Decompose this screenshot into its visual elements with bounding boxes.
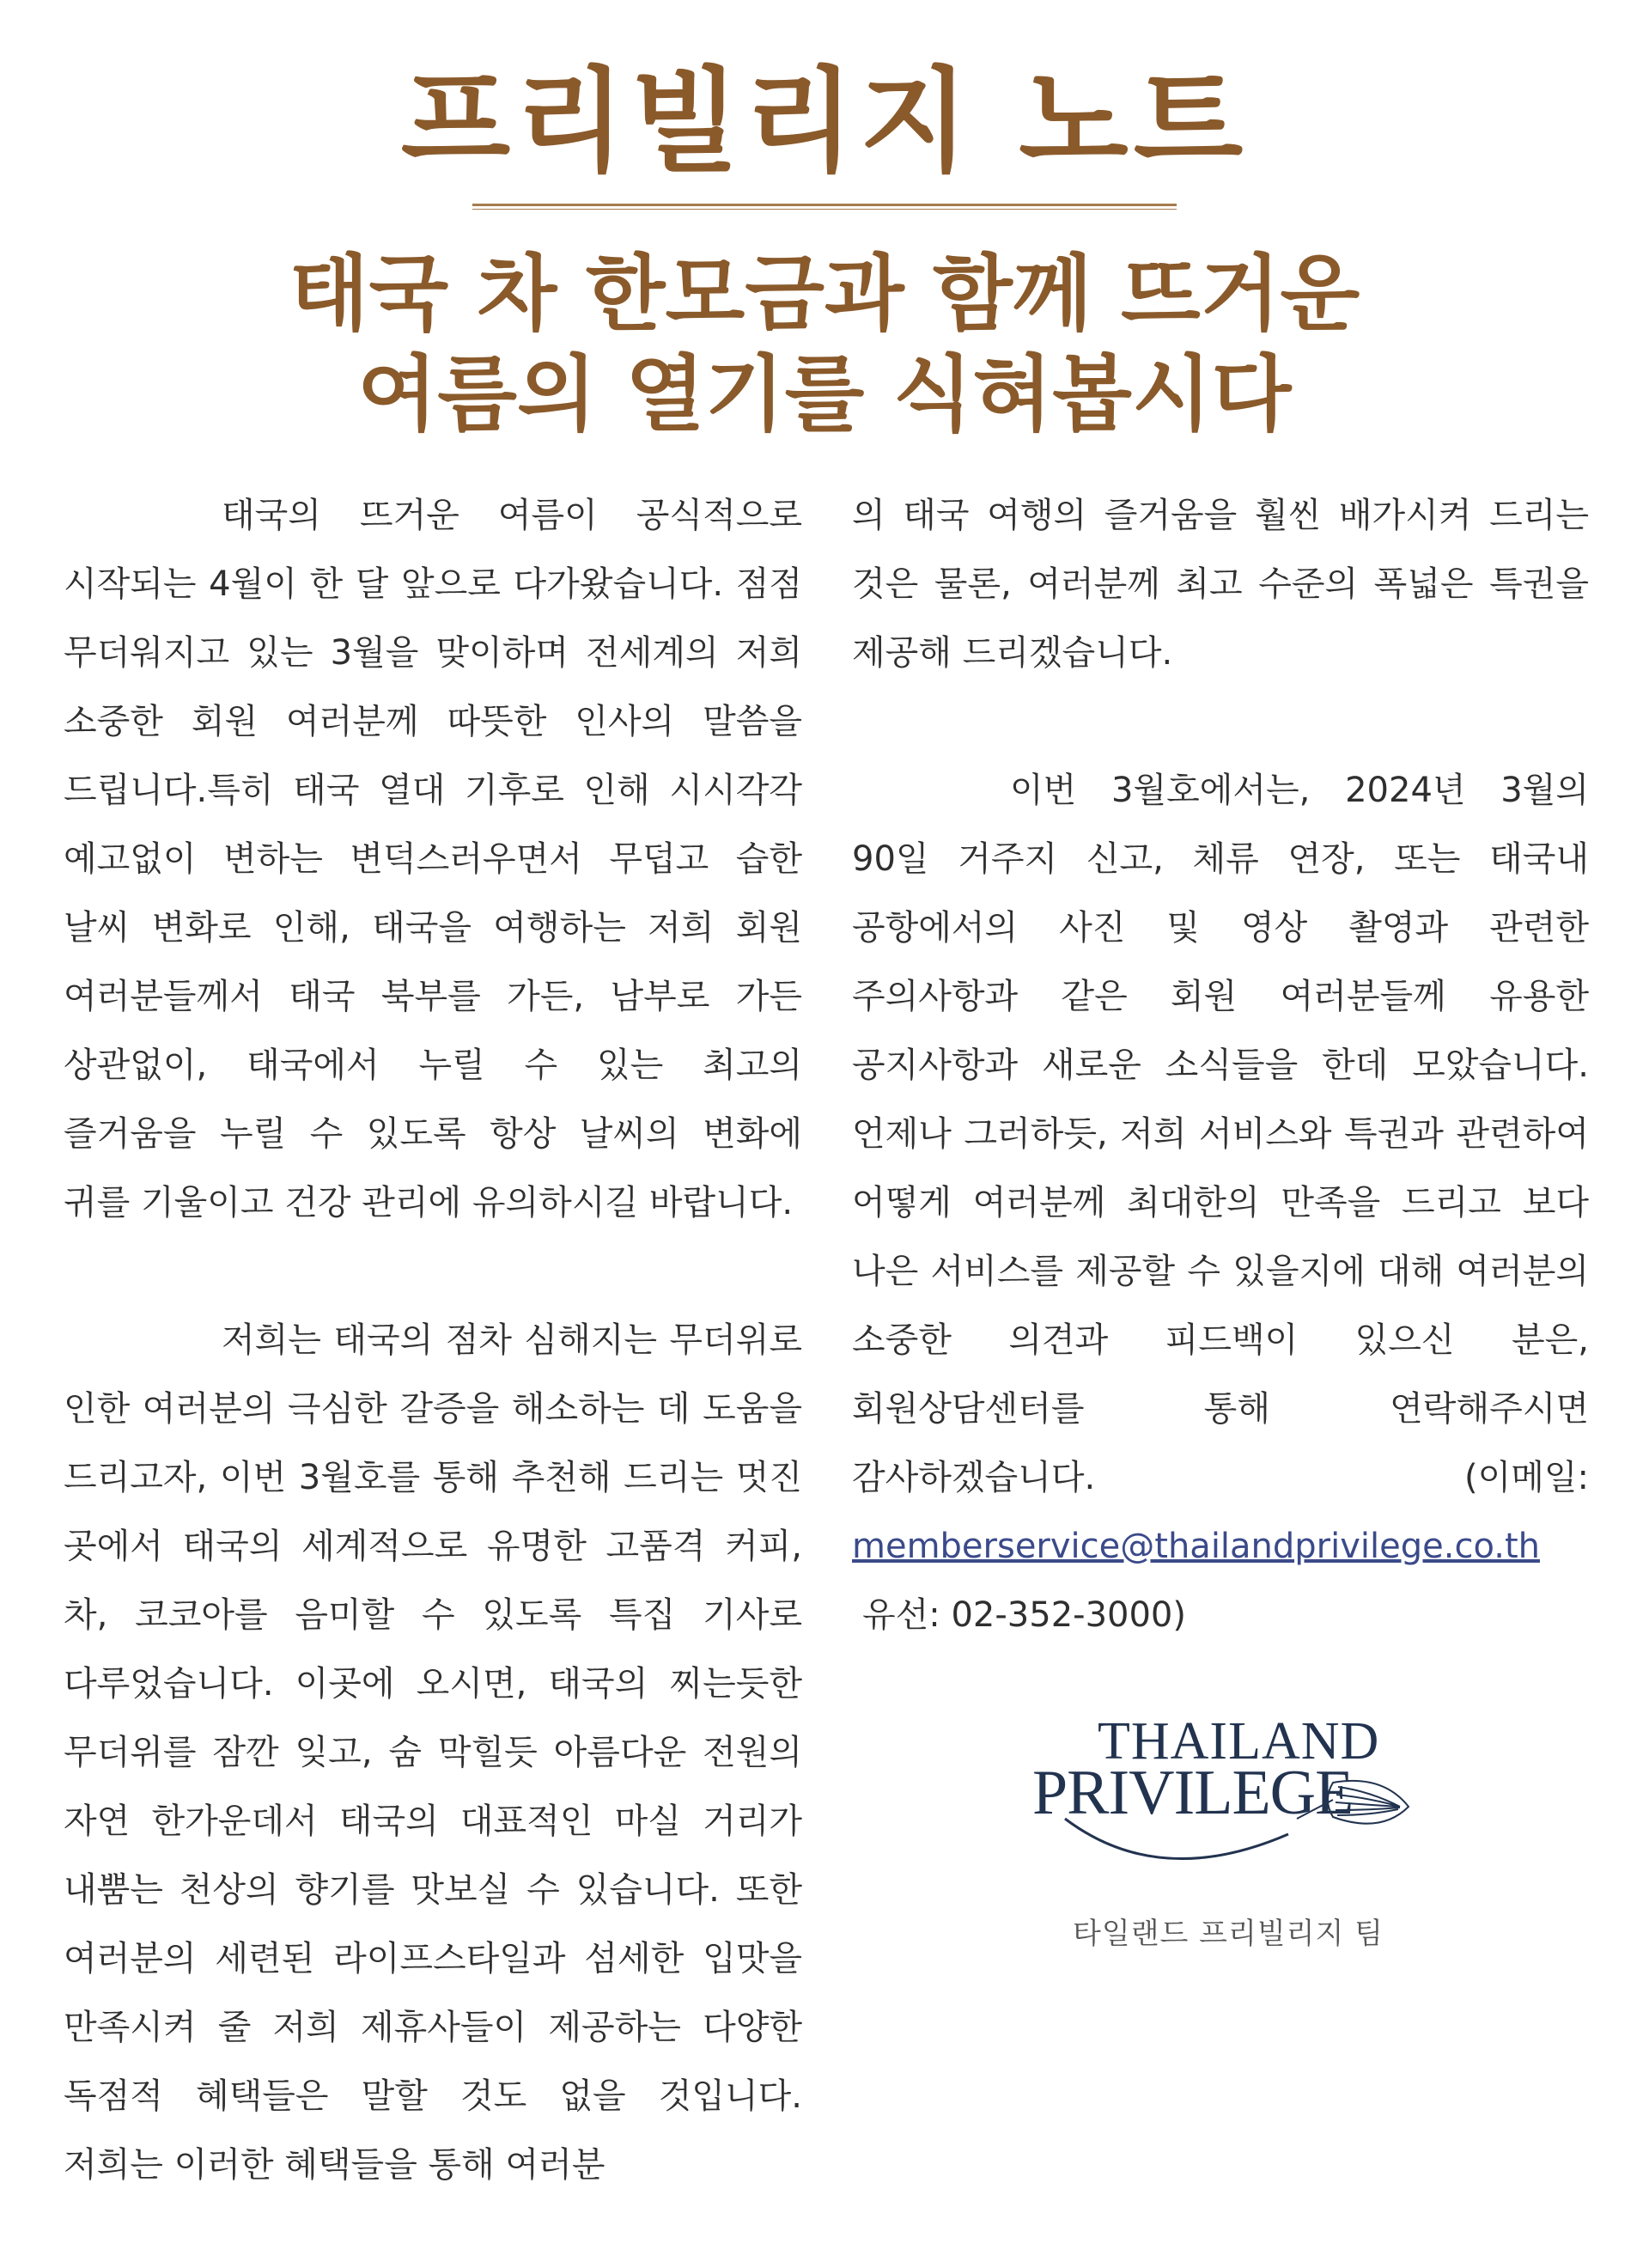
signature-block: [1022, 1705, 1434, 1952]
headline-line-2: 여름의 열기를 식혀봅시다: [357, 346, 1292, 443]
team-signature: 타일랜드 프리빌리지 팀: [1072, 1917, 1384, 1951]
masthead: [0, 56, 1649, 445]
paragraph-beverages: 저희는 태국의 점차 심해지는 무더위로 인한 여러분의 극심한 갈증을 해소하는 데 도움을 드리고자, 이번 3월호를 통해 추천해 드리는 멋진 곳에서 태국의 세계적으로 유명한 고품격 커피, 차, 코코아를 음미할 수 있도록 특집 기사로 다루었습니다. 이곳에 오시면, 태국의 찌는듯한 무더위를 잠깐 잊고, 숨 막힐듯 아름다운 전원의 자연 한가운데서 태국의 대표적인 마실 거리가 내뿜는 천상의 향기를 맛보실 수 있습니다. 또한 여러분의 세련된 라이프스타일과 섬세한 입맛을 만족시켜 줄 저희 제휴사들이 제공하는 다양한 독점적 혜택들은 말할 것도 없을 것입니다. 저희는 이러한 혜택들을 통해 여러분: [64, 1320, 802, 2185]
article-column-right: [852, 481, 1589, 1718]
paragraph-beverages-continued: 의 태국 여행의 즐거움을 훨씬 배가시켜 드리는 것은 물론, 여러분께 최고 수준의 폭넓은 특권을 제공해 드리겠습니다.: [852, 496, 1589, 673]
thailand-privilege-logo: [1031, 1705, 1426, 1877]
headline-line-1: 태국 차 한모금과 함께 뜨거운: [289, 246, 1360, 343]
paragraph-notices: [852, 756, 1589, 1649]
member-service-email-link[interactable]: memberservice@thailandprivilege.co.th: [852, 1527, 1540, 1566]
notices-text: 이번 3월호에서는, 2024년 3월의 90일 거주지 신고, 체류 연장, 또는 태국내 공항에서의 사진 및 영상 촬영과 관련한 주의사항과 같은 회원 여러분들께 유용한 공지사항과 새로운 소식들을 한데 모았습니다. 언제나 그러하듯, 저희 서비스와 특권과 관련하여 어떻게 여러분께 최대한의 만족을 드리고 보다 나은 서비스를 제공할 수 있을지에 대해 여러분의 소중한 의견과 피드백이 있으신 분은, 회원상담센터를 통해 연락해주시면 감사하겠습니다. (이메일:: [852, 771, 1589, 1497]
logo-wordmark-line-2: PRIVILEGE: [1032, 1758, 1354, 1828]
phone-contact: 유선: 02-352-3000): [862, 1595, 1186, 1635]
logo-wordmark-line-1: THAILAND: [1098, 1712, 1380, 1771]
title-divider: [472, 204, 1177, 210]
article-column-left: [64, 481, 802, 2268]
article-headline: [0, 244, 1649, 445]
paragraph-intro: 태국의 뜨거운 여름이 공식적으로 시작되는 4월이 한 달 앞으로 다가왔습니다. 점점 무더워지고 있는 3월을 맞이하며 전세계의 저희 소중한 회원 여러분께 따뜻한 인사의 말씀을 드립니다.특히 태국 열대 기후로 인해 시시각각 예고없이 변하는 변덕스러우면서 무덥고 습한 날씨 변화로 인해, 태국을 여행하는 저희 회원 여러분들께서 태국 북부를 가든, 남부로 가든 상관없이, 태국에서 누릴 수 있는 최고의 즐거움을 누릴 수 있도록 항상 날씨의 변화에 귀를 기울이고 건강 관리에 유의하시길 바랍니다.: [64, 496, 802, 1222]
page-title: 프리빌리지 노트: [400, 56, 1249, 188]
